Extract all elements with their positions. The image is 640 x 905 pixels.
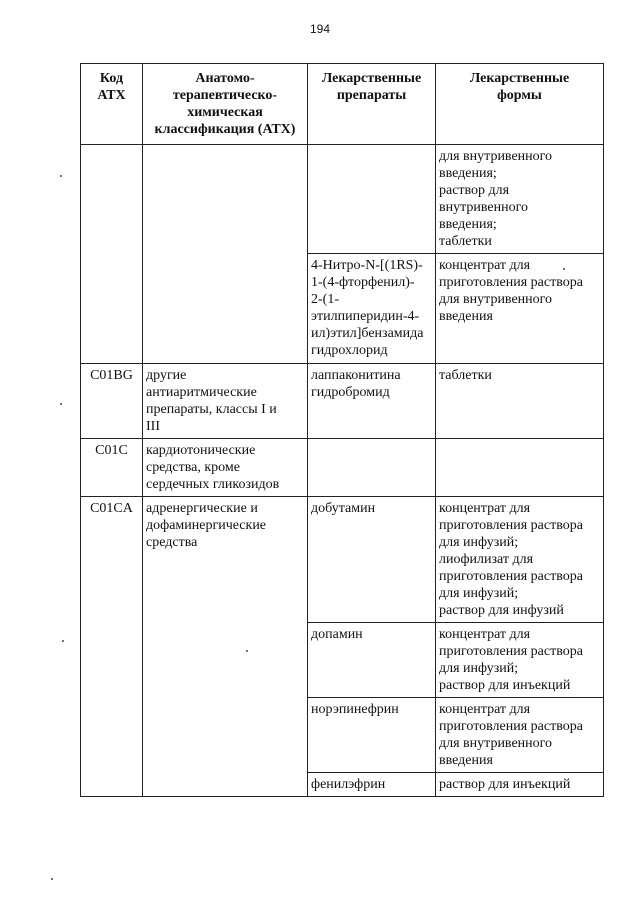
header-drugs: Лекарственные препараты <box>308 64 436 145</box>
atx-code-cell <box>81 145 143 364</box>
scan-speck <box>60 175 62 177</box>
atx-code-cell: C01BG <box>81 364 143 439</box>
dosage-forms-cell: концентрат для приготовления раствора для внутривенного введения <box>436 254 604 364</box>
dosage-forms-cell: концентрат для приготовления раствора для инфузий; лиофилизат для приготовления раствора для инфузий; раствор для инфузий <box>436 497 604 623</box>
atx-code-cell: C01C <box>81 439 143 497</box>
table-row <box>81 497 604 623</box>
header-dosage-forms: Лекарственные формы <box>436 64 604 145</box>
drug-cell: допамин <box>308 623 436 698</box>
dosage-forms-cell <box>436 439 604 497</box>
dosage-forms-cell: концентрат для приготовления раствора для внутривенного введения <box>436 698 604 773</box>
drug-cell: лаппаконитина гидробромид <box>308 364 436 439</box>
dosage-forms-cell: для внутривенного введения; раствор для внутривенного введения; таблетки <box>436 145 604 254</box>
page-number: 194 <box>309 22 331 36</box>
drug-cell: добутамин <box>308 497 436 623</box>
dosage-forms-cell: концентрат для приготовления раствора для инфузий; раствор для инъекций <box>436 623 604 698</box>
dosage-forms-cell: таблетки <box>436 364 604 439</box>
classification-cell: кардиотонические средства, кроме сердечных гликозидов <box>143 439 308 497</box>
scan-speck <box>51 878 53 880</box>
header-atx-classification: Анатомо- терапевтическо- химическая классификация (АТХ) <box>143 64 308 145</box>
drug-cell: норэпинефрин <box>308 698 436 773</box>
table-row <box>81 439 604 497</box>
table-row <box>81 145 604 254</box>
table-header-row <box>81 64 604 145</box>
classification-cell: другие антиаритмические препараты, классы I и III <box>143 364 308 439</box>
drug-cell: 4-Нитро-N-[(1RS)- 1-(4-фторфенил)- 2-(1- этилпиперидин-4- ил)этил]бензамида гидрохлорид <box>308 254 436 364</box>
classification-cell <box>143 145 308 364</box>
scan-speck <box>60 403 62 405</box>
scan-speck <box>246 650 248 652</box>
scan-speck <box>62 640 64 642</box>
drug-cell <box>308 439 436 497</box>
dosage-forms-cell: раствор для инъекций <box>436 773 604 797</box>
scan-speck <box>563 268 565 270</box>
drug-cell <box>308 145 436 254</box>
drug-cell: фенилэфрин <box>308 773 436 797</box>
table-row <box>81 364 604 439</box>
header-atx-code: Код АТХ <box>81 64 143 145</box>
classification-cell: адренергические и дофаминергические средства <box>143 497 308 797</box>
atx-drug-table <box>80 63 604 797</box>
atx-code-cell: C01CA <box>81 497 143 797</box>
